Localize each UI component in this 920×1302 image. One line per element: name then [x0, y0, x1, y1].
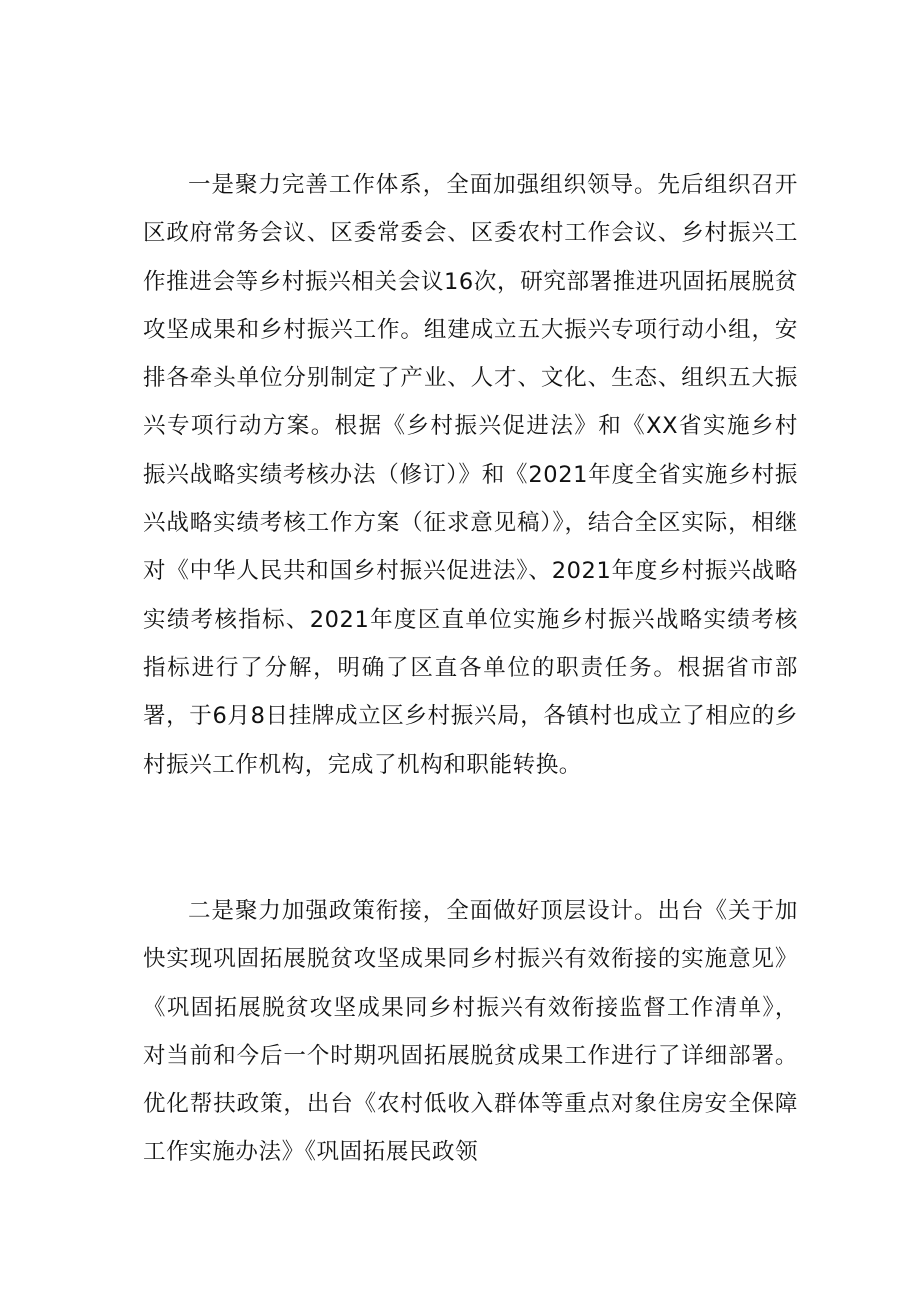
paragraph-policy-connection: 二是聚力加强政策衔接，全面做好顶层设计。出台《关于加快实现巩固拓展脱贫攻坚成果同乡村振兴有效衔接的实施意见》《巩固拓展脱贫攻坚成果同乡村振兴有效衔接监督工作清单》，对当前和今后一个时期巩固拓展脱贫成果工作进行了详细部署。优化帮扶政策，出台《农村低收入群体等重点对象住房安全保障工作实施办法》《巩固拓展民政领	[143, 898, 798, 1166]
paragraph-organization-leadership: 一是聚力完善工作体系，全面加强组织领导。先后组织召开区政府常务会议、区委常委会、区委农村工作会议、乡村振兴工作推进会等乡村振兴相关会议16次，研究部署推进巩固拓展脱贫攻坚成果和乡村振兴工作。组建成立五大振兴专项行动小组，安排各牵头单位分别制定了产业、人才、文化、生态、组织五大振兴专项行动方案。根据《乡村振兴促进法》和《XX省实施乡村振兴战略实绩考核办法（修订）》和《2021年度全省实施乡村振兴战略实绩考核工作方案（征求意见稿）》，结合全区实际，相继对《中华人民共和国乡村振兴促进法》、2021年度乡村振兴战略实绩考核指标、2021年度区直单位实施乡村振兴战略实绩考核指标进行了分解，明确了区直各单位的职责任务。根据省市部署，于6月8日挂牌成立区乡村振兴局，各镇村也成立了相应的乡村振兴工作机构，完成了机构和职能转换。	[143, 172, 798, 778]
